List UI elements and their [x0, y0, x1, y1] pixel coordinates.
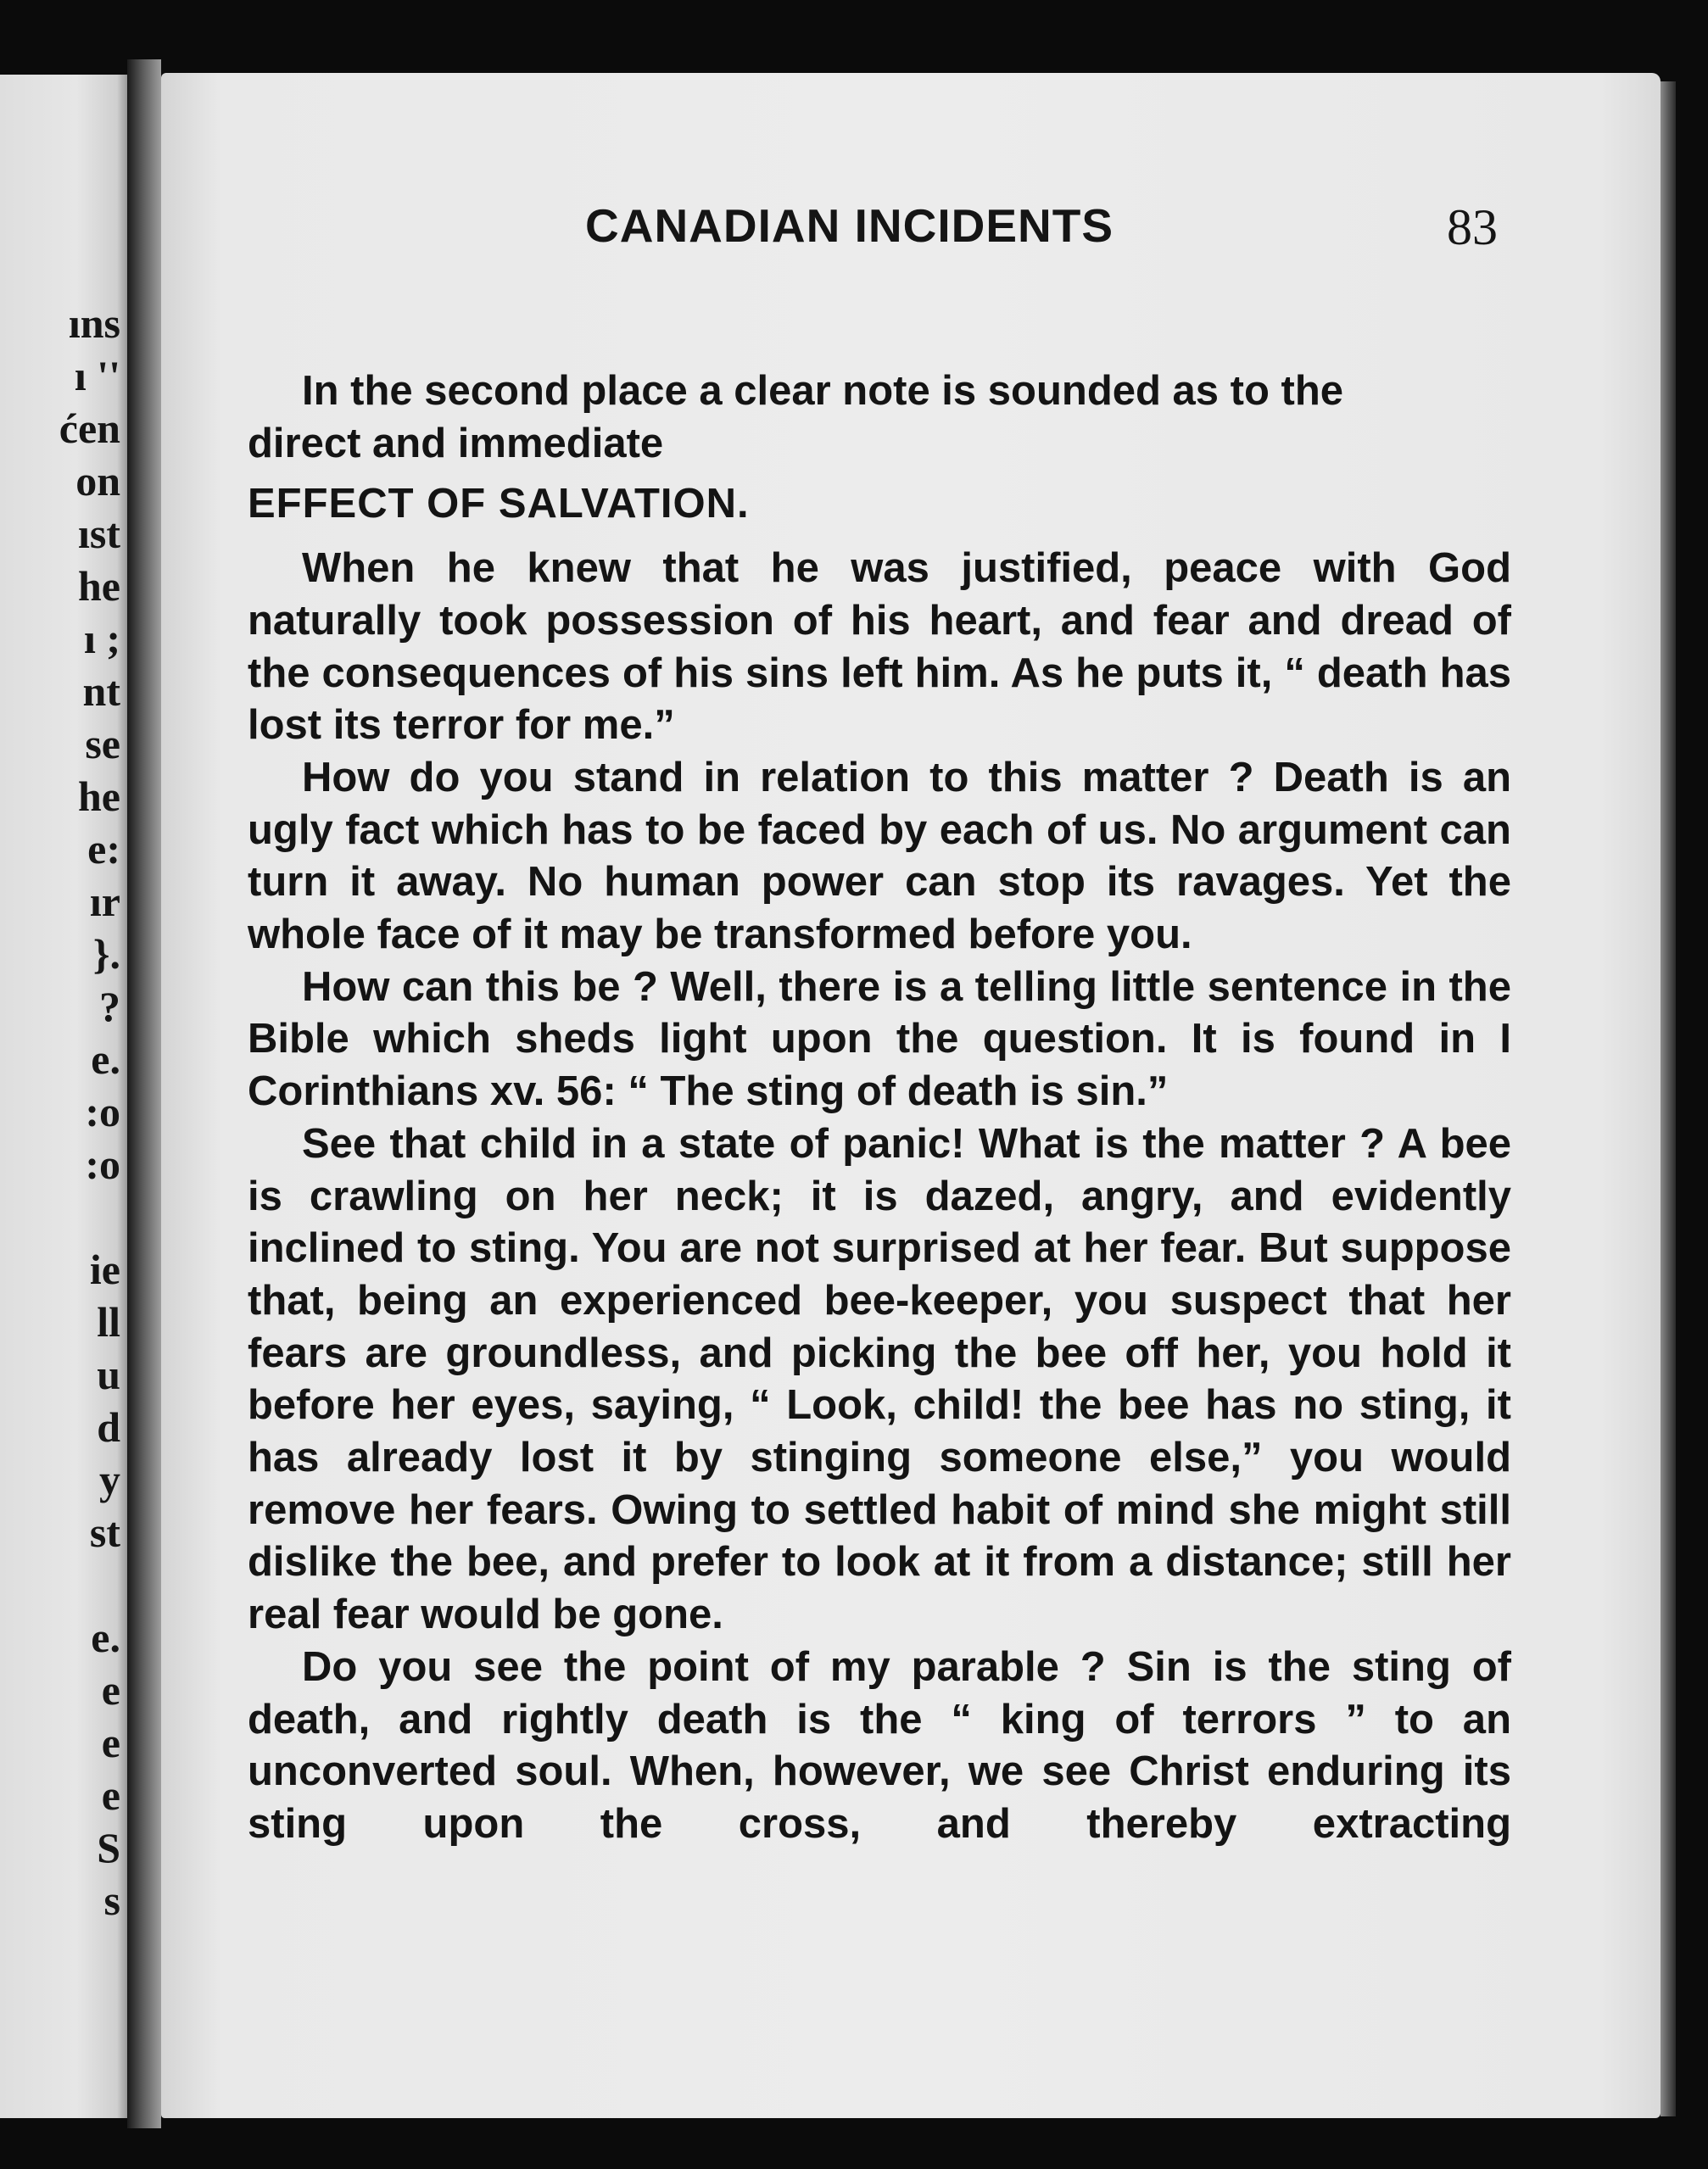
left-page-fragment: y	[99, 1456, 120, 1503]
left-page-fragment: e	[101, 1666, 120, 1714]
left-page-fragment: ı ''	[74, 352, 120, 399]
paragraph: How can this be ? Well, there is a telling little sentence in the Bible which sheds light upon the question. It is found in I Corinthians xv. 56: “ The sting of death is sin.”	[248, 963, 1511, 1115]
paragraph: How do you stand in relation to this matter ? Death is an ugly fact which has to be faced by each of us. No argument can turn it away. No human power can stop its ravages. Yet the whole face of it may be transformed before you.	[248, 754, 1511, 958]
left-page-fragment: ı ;	[83, 615, 120, 662]
left-page-fragment: ır	[89, 878, 120, 925]
body-text	[248, 365, 1511, 1851]
left-page-fragment: S	[97, 1824, 120, 1871]
left-page-fragment: e.	[91, 1035, 120, 1083]
left-page-fragment: }.	[92, 930, 120, 978]
left-page-fragment: e:	[87, 825, 120, 873]
running-head	[161, 198, 1661, 266]
left-page-fragment: u	[97, 1351, 120, 1398]
left-page-edge	[0, 75, 127, 2118]
paragraph: See that child in a state of panic! What is the matter ? A bee is crawling on her neck; it is dazed, angry, and evidently inclined to sting. You are not surprised at her fear. But suppose that, being an experienced bee-keeper, you suspect that her fears are groundless, and picking the bee off her, you hold it before her eyes, saying, “ Look, child! the bee has no sting, it has already lost it by stinging someone else,” you would remove her fears. Owing to settled habit of mind she might still dislike the bee, and prefer to look at it from a distance; still her real fear would be gone.	[248, 1120, 1511, 1638]
left-page-fragment: e	[101, 1719, 120, 1766]
section-heading: EFFECT OF SALVATION.	[248, 481, 750, 527]
intro-paragraph	[248, 365, 1511, 470]
left-page-fragment: se	[85, 720, 120, 767]
left-page-fragment: he	[78, 562, 120, 610]
paragraph: Do you see the point of my parable ? Sin is the sting of death, and rightly death is the “ king of terrors ” to an unconverted soul. When, however, we see Christ enduring its sting upon the cross, and thereby extracting	[248, 1643, 1511, 1847]
left-page-fragment: st	[89, 1508, 120, 1556]
running-title: CANADIAN INCIDENTS	[585, 199, 1114, 252]
left-page-fragment: e.	[91, 1614, 120, 1661]
paragraph: When he knew that he was justified, peace with God naturally took possession of his heart, and fear and dread of the consequences of his sins left him. As he puts it, “ death has lost its terror for me.”	[248, 545, 1511, 749]
intro-line-2: direct and immediate	[248, 420, 664, 466]
intro-line-1: In the second place a clear note is sounded as to the	[302, 368, 1344, 414]
left-page-fragment: nt	[82, 667, 120, 715]
left-page-fragment: s	[103, 1876, 120, 1924]
book-page	[161, 73, 1661, 2118]
left-page-fragment: e	[101, 1771, 120, 1819]
left-page-fragment: ćen	[59, 404, 120, 452]
left-page-fragment: :o	[85, 1088, 120, 1135]
left-page-fragment: on	[75, 457, 120, 505]
page-right-edge	[1661, 81, 1676, 2116]
left-page-fragment: ie	[89, 1246, 120, 1293]
page-number: 83	[1447, 199, 1498, 255]
left-page-fragment: ıst	[78, 510, 120, 557]
left-page-fragment: d	[97, 1403, 120, 1451]
left-page-fragment: :o	[85, 1140, 120, 1188]
left-page-fragment: ıns	[68, 299, 120, 347]
left-page-fragment: ll	[97, 1298, 120, 1346]
book-gutter	[127, 59, 161, 2128]
left-page-fragment: he	[78, 772, 120, 820]
left-page-fragment: ?	[99, 983, 120, 1030]
